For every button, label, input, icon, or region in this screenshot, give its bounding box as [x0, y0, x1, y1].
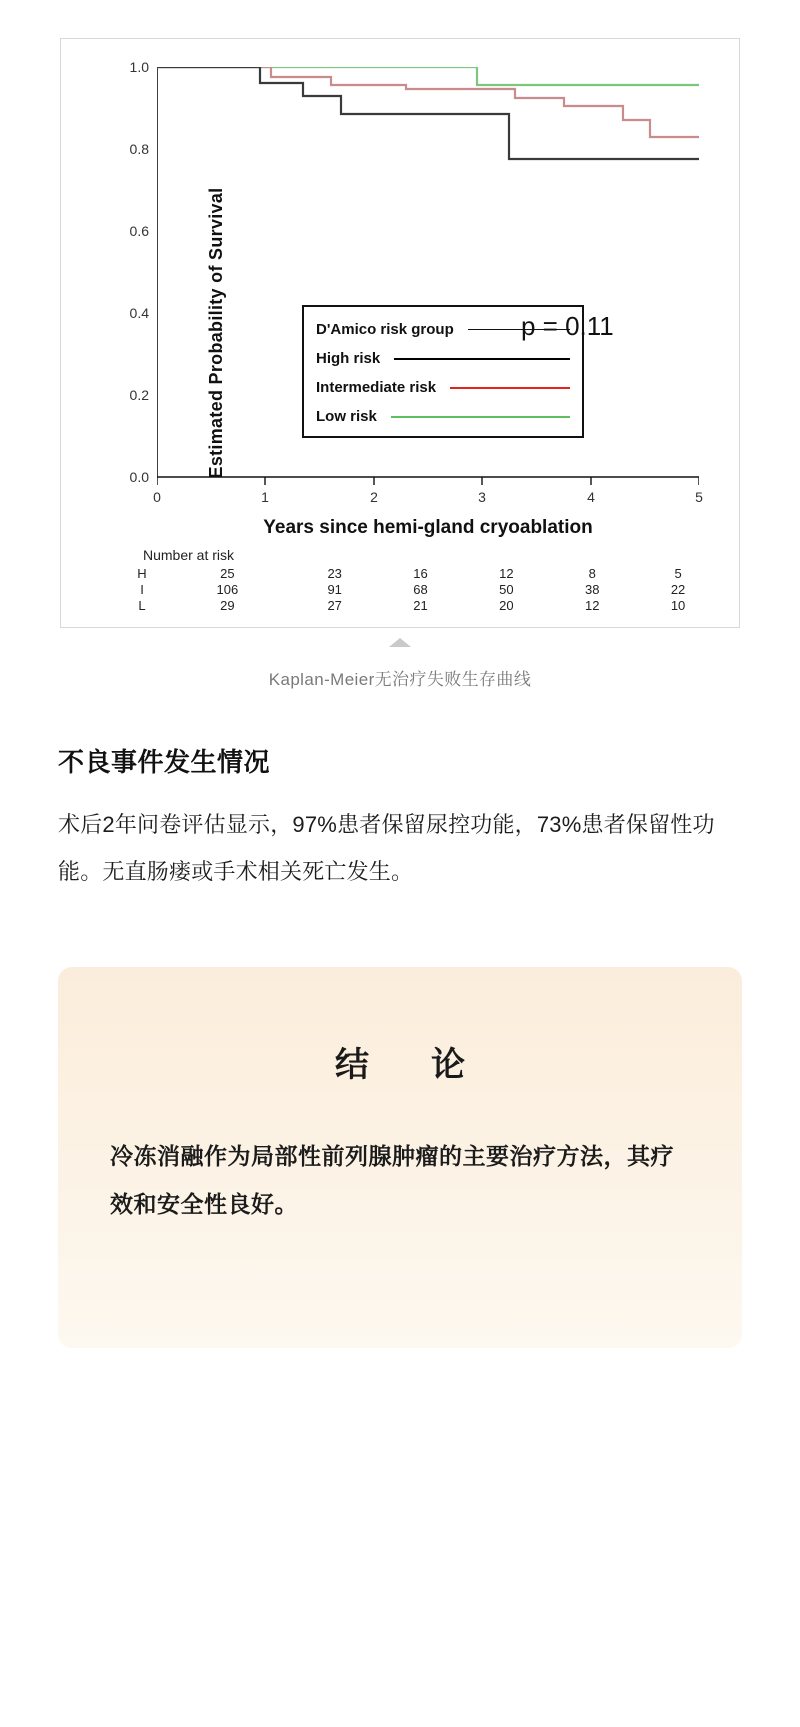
y-tick-1.0: 1.0 [129, 59, 149, 75]
y-axis-label: Estimated Probability of Survival [205, 187, 226, 479]
risk-l-t2: 21 [413, 598, 428, 613]
caption-arrow-icon [389, 638, 411, 647]
risk-row-label-i: I [140, 582, 144, 597]
x-tick-2: 2 [370, 489, 378, 505]
risk-h-t3: 12 [499, 566, 514, 581]
x-tick-0: 0 [153, 489, 161, 505]
legend-title: D'Amico risk group [316, 321, 454, 338]
y-tick-0.8: 0.8 [129, 141, 149, 157]
risk-i-t1: 91 [327, 582, 342, 597]
y-tick-0.4: 0.4 [129, 305, 149, 321]
x-axis-label: Years since hemi-gland cryoablation [263, 517, 593, 538]
legend-item-high-risk [316, 344, 572, 373]
table-row [121, 566, 721, 582]
page-root [0, 38, 800, 1727]
legend-swatch-intermediate-risk [450, 387, 570, 389]
table-row [121, 598, 721, 614]
risk-i-t3: 50 [499, 582, 514, 597]
risk-l-t3: 20 [499, 598, 514, 613]
risk-i-t0: 106 [216, 582, 239, 597]
y-tick-0.6: 0.6 [129, 223, 149, 239]
legend-swatch-high-risk [394, 358, 570, 360]
risk-l-t5: 10 [670, 598, 686, 613]
legend-label-high-risk: High risk [316, 350, 381, 367]
risk-h-t1: 23 [327, 566, 342, 581]
legend-label-low-risk: Low risk [316, 408, 377, 425]
conclusion-card [58, 967, 742, 1348]
conclusion-text: 冷冻消融作为局部性前列腺肿瘤的主要治疗方法，其疗效和安全性良好。 [110, 1143, 674, 1217]
figure-caption: Kaplan-Meier无治疗失败生存曲线 [268, 670, 532, 689]
x-tick-4: 4 [587, 489, 595, 505]
risk-l-t4: 12 [584, 598, 600, 613]
adverse-events-paragraph: 术后2年问卷评估显示，97%患者保留尿控功能，73%患者保留性功能。无直肠瘘或手术相关死亡发生。 [58, 812, 715, 884]
risk-i-t5: 22 [670, 582, 686, 597]
adverse-events-heading: 不良事件发生情况 [58, 747, 271, 777]
legend-label-intermediate-risk: Intermediate risk [316, 379, 437, 396]
risk-h-t2: 16 [413, 566, 428, 581]
adverse-events-section [58, 742, 742, 895]
legend-item-low-risk [316, 402, 572, 431]
risk-h-t4: 8 [588, 566, 596, 581]
risk-i-t2: 68 [413, 582, 428, 597]
kaplan-meier-chart [61, 39, 739, 627]
number-at-risk-title: Number at risk [143, 547, 235, 563]
risk-i-t4: 38 [584, 582, 600, 597]
number-at-risk-table [121, 547, 721, 614]
risk-l-t0: 29 [220, 598, 235, 613]
x-tick-5: 5 [695, 489, 703, 505]
plot-area [129, 59, 703, 505]
risk-h-t0: 25 [220, 566, 235, 581]
legend-item-intermediate-risk [316, 373, 572, 402]
figure-container [60, 38, 740, 628]
risk-row-label-l: L [138, 598, 146, 613]
y-tick-0.2: 0.2 [129, 387, 149, 403]
p-value-annotation: p = 0.11 [521, 311, 614, 341]
risk-l-t1: 27 [327, 598, 342, 613]
risk-h-t5: 5 [674, 566, 682, 581]
risk-row-label-h: H [137, 566, 147, 581]
x-tick-1: 1 [261, 489, 269, 505]
legend-swatch-low-risk [391, 416, 570, 418]
y-tick-0.0: 0.0 [129, 469, 149, 485]
conclusion-title: 结 论 [335, 1046, 479, 1084]
x-tick-3: 3 [478, 489, 486, 505]
table-row [121, 582, 721, 598]
